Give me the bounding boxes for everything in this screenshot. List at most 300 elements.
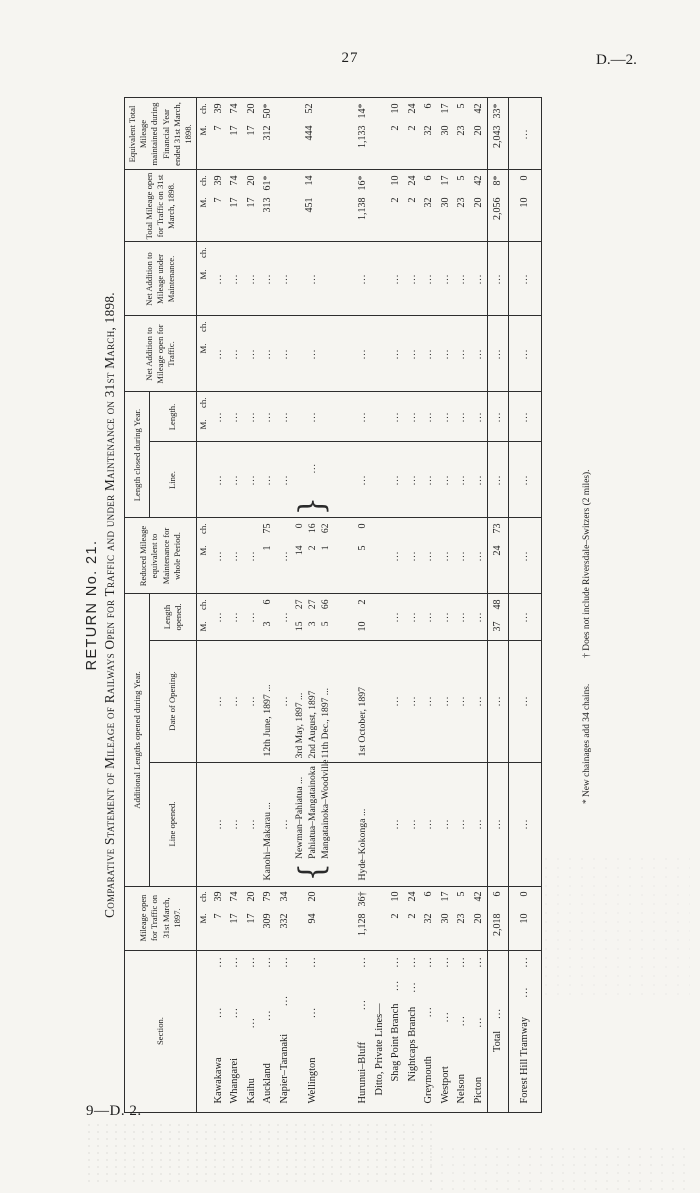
cell-kaihu-line-opened: ... xyxy=(243,762,260,886)
unit-date xyxy=(197,640,211,762)
cell-napier-taranaki-reduced: ... xyxy=(276,518,293,594)
section-label: Shag Point Branch xyxy=(390,1003,402,1082)
leader-dots: ... xyxy=(212,956,224,968)
cell-whangarei-equiv: 17 74 xyxy=(227,98,244,170)
cell-kaihu-m1897: 17 20 xyxy=(243,886,260,950)
section-auckland xyxy=(260,950,277,1112)
cell-westport-equiv: 30 17 xyxy=(437,98,454,170)
cell-kawakawa-line-opened: ... xyxy=(210,762,227,886)
cell-westport-line-closed: ... xyxy=(437,442,454,518)
cell-total-equiv: 2,043 33* xyxy=(487,98,508,170)
header-reduced: Reduced Mileage equivalent to Maintenance for whole Period. xyxy=(125,518,197,594)
cell-napier-taranaki-line-closed: ... xyxy=(276,442,293,518)
cell-napier-taranaki-line-opened: ... xyxy=(276,762,293,886)
leader-dots: ... xyxy=(492,1008,504,1019)
leader-dots: ... xyxy=(439,1011,451,1023)
cell-shag-point-branch-date: ... xyxy=(388,640,405,762)
nil-dots: ... xyxy=(306,463,318,474)
cell-greymouth-date: ... xyxy=(421,640,438,762)
leader-dots: ... xyxy=(472,1016,484,1028)
cell-auckland-net-traffic: ... xyxy=(260,316,277,392)
row-forest-hill-tramway xyxy=(508,98,541,1112)
mileage-line: 5 66 xyxy=(319,599,331,627)
cell-hurunui-bluff-len-closed: ... xyxy=(344,392,372,442)
section-wellington xyxy=(293,950,344,1112)
cell-westport-line-opened: ... xyxy=(437,762,454,886)
cell-shag-point-branch-line-opened: ... xyxy=(388,762,405,886)
cell-kawakawa-total1898: 7 39 xyxy=(210,170,227,242)
cell-nightcaps-branch-total1898: 2 24 xyxy=(404,170,421,242)
cell-napier-taranaki-total1898: 451 14 xyxy=(276,170,344,242)
section-label: Total xyxy=(492,1030,504,1053)
cell-wellington-line-opened xyxy=(292,759,344,886)
cell-greymouth-net-traffic: ... xyxy=(421,316,438,392)
cell-ditto-private-lines-len-closed xyxy=(371,392,388,442)
header-date: Date of Opening. xyxy=(150,640,197,762)
leader-dots: ... xyxy=(390,980,402,991)
leader-dots: ... xyxy=(357,956,369,968)
cell-picton-line-opened: ... xyxy=(470,762,487,886)
cell-forest-hill-tramway-line-opened: ... xyxy=(508,762,541,886)
cell-wellington-line-closed xyxy=(293,442,344,518)
row-ditto-private-lines xyxy=(371,98,388,1112)
row-napier-taranaki xyxy=(276,98,293,1112)
cell-napier-taranaki-len-opened: ... xyxy=(276,594,293,640)
section-label: Ditto, Private Lines— xyxy=(373,1003,385,1096)
cell-forest-hill-tramway-net-maint: ... xyxy=(508,242,541,316)
cell-napier-taranaki-net-maint: ... xyxy=(276,242,293,316)
section-label: Wellington xyxy=(306,1057,318,1104)
cell-hurunui-bluff-reduced: 5 0 xyxy=(344,518,372,594)
section-nightcaps-branch xyxy=(404,950,421,1112)
header-section: Section. xyxy=(125,950,197,1112)
section-whangarei xyxy=(227,950,244,1112)
cell-napier-taranaki-len-closed: ... xyxy=(276,392,293,442)
section-label: Forest Hill Tramway xyxy=(519,1016,531,1104)
cell-westport-m1897: 30 17 xyxy=(437,886,454,950)
row-wellington xyxy=(293,98,344,1112)
cell-kawakawa-reduced: ... xyxy=(210,518,227,594)
section-label: Picton xyxy=(472,1076,484,1104)
leader-dots: ... xyxy=(245,956,257,968)
cell-whangarei-m1897: 17 74 xyxy=(227,886,244,950)
leader-dots: ... xyxy=(406,956,418,968)
cell-kaihu-date: ... xyxy=(243,640,260,762)
cell-westport-len-opened: ... xyxy=(437,594,454,640)
cell-whangarei-reduced: ... xyxy=(227,518,244,594)
cell-nelson-len-closed: ... xyxy=(454,392,471,442)
cell-ditto-private-lines-net-maint xyxy=(371,242,388,316)
statement-title: Comparative Statement of Mileage of Railways Open for Traffic and under Maintenance on 31st March, 1898. xyxy=(102,292,117,918)
section-nelson xyxy=(454,950,471,1112)
cell-total-reduced: 24 73 xyxy=(487,518,508,594)
unit-reduced: M. ch. xyxy=(197,518,211,594)
cell-wellington-net-maint: ... xyxy=(293,242,344,316)
unit-net-traffic: M. ch. xyxy=(197,316,211,392)
leader-dots: ... xyxy=(406,981,418,993)
cell-whangarei-date: ... xyxy=(227,640,244,762)
cell-shag-point-branch-equiv: 2 10 xyxy=(388,98,405,170)
leader-dots: ... xyxy=(229,1007,241,1019)
cell-westport-net-traffic: ... xyxy=(437,316,454,392)
section-label: Nelson xyxy=(456,1074,468,1104)
cell-nelson-equiv: 23 5 xyxy=(454,98,471,170)
cell-kawakawa-date: ... xyxy=(210,640,227,762)
section-label: Westport xyxy=(439,1066,451,1104)
cell-kawakawa-len-opened: ... xyxy=(210,594,227,640)
mileage-line: 1 62 xyxy=(319,523,331,551)
cell-picton-net-traffic: ... xyxy=(470,316,487,392)
cell-napier-taranaki-net-traffic: ... xyxy=(276,316,293,392)
table-head xyxy=(125,98,197,1112)
cell-picton-len-opened: ... xyxy=(470,594,487,640)
unit-equiv: M. ch. xyxy=(197,98,211,170)
cell-greymouth-net-maint: ... xyxy=(421,242,438,316)
cell-auckland-line-opened: Kanohi–Makarau ... xyxy=(260,762,277,886)
cell-kawakawa-len-closed: ... xyxy=(210,392,227,442)
paper-reference: D.—2. xyxy=(596,52,637,68)
cell-hurunui-bluff-line-closed: ... xyxy=(344,442,372,518)
cell-nightcaps-branch-line-opened: ... xyxy=(404,762,421,886)
cell-nightcaps-branch-reduced: ... xyxy=(404,518,421,594)
cell-nelson-total1898: 23 5 xyxy=(454,170,471,242)
leader-dots: ... xyxy=(229,956,241,968)
cell-whangarei-net-traffic: ... xyxy=(227,316,244,392)
cell-shag-point-branch-len-closed: ... xyxy=(388,392,405,442)
cell-shag-point-branch-m1897: 2 10 xyxy=(388,886,405,950)
section-label: Napier–Taranaki xyxy=(278,1033,290,1104)
cell-greymouth-line-opened: ... xyxy=(421,762,438,886)
cell-hurunui-bluff-total1898: 1,138 16* xyxy=(344,170,372,242)
cell-forest-hill-tramway-m1897: 10 0 xyxy=(508,886,541,950)
unit-len-opened: M. ch. xyxy=(197,594,211,640)
section-forest-hill-tramway xyxy=(508,950,541,1112)
cell-shag-point-branch-net-traffic: ... xyxy=(388,316,405,392)
cell-forest-hill-tramway-reduced: ... xyxy=(508,518,541,594)
text-line: 3rd May, 1897 ... xyxy=(293,692,305,759)
cell-westport-date: ... xyxy=(437,640,454,762)
table-body xyxy=(197,98,542,1112)
cell-greymouth-equiv: 32 6 xyxy=(421,98,438,170)
cell-wellington-reduced xyxy=(293,518,344,594)
row-greymouth xyxy=(421,98,438,1112)
cell-shag-point-branch-total1898: 2 10 xyxy=(388,170,405,242)
cell-kaihu-len-closed: ... xyxy=(243,392,260,442)
cell-wellington-net-traffic: ... xyxy=(293,316,344,392)
brace-close: } xyxy=(292,497,333,516)
cell-nelson-date: ... xyxy=(454,640,471,762)
unit-net-maint: M. ch. xyxy=(197,242,211,316)
row-picton xyxy=(470,98,487,1112)
row-nightcaps-branch xyxy=(404,98,421,1112)
brace-open: { xyxy=(292,862,333,881)
leader-dots: ... xyxy=(278,956,290,968)
row-shag-point-branch xyxy=(388,98,405,1112)
section-westport xyxy=(437,950,454,1112)
cell-ditto-private-lines-date xyxy=(371,640,388,762)
header-group-opened: Additional Lengths opened during Year. xyxy=(125,594,150,886)
cell-hurunui-bluff-equiv: 1,133 14* xyxy=(344,98,372,170)
cell-kaihu-line-closed: ... xyxy=(243,442,260,518)
cell-whangarei-line-closed: ... xyxy=(227,442,244,518)
header-line-closed: Line. xyxy=(150,442,197,518)
cell-kawakawa-m1897: 7 39 xyxy=(210,886,227,950)
cell-westport-net-maint: ... xyxy=(437,242,454,316)
cell-auckland-equiv: 312 50* xyxy=(260,98,277,170)
cell-westport-len-closed: ... xyxy=(437,392,454,442)
cell-total-net-traffic: ... xyxy=(487,316,508,392)
cell-total-net-maint: ... xyxy=(487,242,508,316)
cell-hurunui-bluff-line-opened: Hyde–Kokonga ... xyxy=(344,762,372,886)
cell-auckland-line-closed: ... xyxy=(260,442,277,518)
leader-dots: ... xyxy=(262,956,274,968)
cell-nelson-len-opened: ... xyxy=(454,594,471,640)
cell-hurunui-bluff-len-opened: 10 2 xyxy=(344,594,372,640)
cell-picton-net-maint: ... xyxy=(470,242,487,316)
cell-kawakawa-net-traffic: ... xyxy=(210,316,227,392)
section-label: Kawakawa xyxy=(212,1057,224,1104)
leader-dots: ... xyxy=(245,1017,257,1029)
cell-auckland-len-opened: 3 6 xyxy=(260,594,277,640)
cell-wellington-date xyxy=(293,640,344,762)
cell-hurunui-bluff-date: 1st October, 1897 xyxy=(344,640,372,762)
cell-shag-point-branch-len-opened: ... xyxy=(388,594,405,640)
section-ditto-private-lines xyxy=(371,950,388,1112)
header-net-traffic: Net Addition to Mileage open for Traffic. xyxy=(125,316,197,392)
cell-greymouth-m1897: 32 6 xyxy=(421,886,438,950)
cell-nelson-net-maint: ... xyxy=(454,242,471,316)
footnote-riversdale: † Does not include Riversdale–Switzers (2 miles). xyxy=(581,469,592,658)
unit-line-opened xyxy=(197,762,211,886)
footnotes xyxy=(582,94,592,804)
unit-section xyxy=(197,950,211,1112)
header-m1897: Mileage open for Traffic on 31st March, 1897. xyxy=(125,886,197,950)
row-total xyxy=(487,98,508,1112)
cell-nelson-m1897: 23 5 xyxy=(454,886,471,950)
cell-nightcaps-branch-equiv: 2 24 xyxy=(404,98,421,170)
mileage-comparative-table xyxy=(124,98,542,1113)
cell-auckland-len-closed: ... xyxy=(260,392,277,442)
cell-nelson-line-closed: ... xyxy=(454,442,471,518)
section-kawakawa xyxy=(210,950,227,1112)
cell-hurunui-bluff-net-maint: ... xyxy=(344,242,372,316)
scan-noise xyxy=(430,1148,690,1190)
cell-picton-total1898: 20 42 xyxy=(470,170,487,242)
section-kaihu xyxy=(243,950,260,1112)
row-nelson xyxy=(454,98,471,1112)
mileage-line: 15 27 xyxy=(293,599,305,632)
text-line: 11th Dec., 1897 ... xyxy=(319,687,331,759)
cell-nelson-line-opened: ... xyxy=(454,762,471,886)
header-len-opened: Length opened. xyxy=(150,594,197,640)
cell-picton-date: ... xyxy=(470,640,487,762)
section-label: Hurunui–Bluff xyxy=(357,1041,369,1104)
section-label: Nightcaps Branch xyxy=(406,1006,418,1082)
header-total1898: Total Mileage open for Traffic on 31st March, 1898. xyxy=(125,170,197,242)
cell-ditto-private-lines-line-closed xyxy=(371,442,388,518)
row-kawakawa xyxy=(210,98,227,1112)
cell-kaihu-net-maint: ... xyxy=(243,242,260,316)
cell-total-len-opened: 37 48 xyxy=(487,594,508,640)
cell-kaihu-net-traffic: ... xyxy=(243,316,260,392)
leader-dots: ... xyxy=(423,956,435,968)
cell-whangarei-total1898: 17 74 xyxy=(227,170,244,242)
section-picton xyxy=(470,950,487,1112)
cell-total-m1897: 2,018 6 xyxy=(487,886,508,950)
cell-westport-reduced: ... xyxy=(437,518,454,594)
mileage-line: 14 0 xyxy=(293,523,305,556)
header-group-closed: Length closed during Year. xyxy=(125,392,150,518)
section-total xyxy=(487,950,508,1112)
cell-hurunui-bluff-net-traffic: ... xyxy=(344,316,372,392)
cell-auckland-date: 12th June, 1897 ... xyxy=(260,640,277,762)
cell-auckland-reduced: 1 75 xyxy=(260,518,277,594)
cell-whangarei-len-closed: ... xyxy=(227,392,244,442)
cell-picton-len-closed: ... xyxy=(470,392,487,442)
cell-forest-hill-tramway-len-opened: ... xyxy=(508,594,541,640)
row-whangarei xyxy=(227,98,244,1112)
cell-westport-total1898: 30 17 xyxy=(437,170,454,242)
cell-nightcaps-branch-len-opened: ... xyxy=(404,594,421,640)
cell-greymouth-line-closed: ... xyxy=(421,442,438,518)
footnote-new-chainages: * New chainages add 34 chains. xyxy=(581,683,592,804)
cell-forest-hill-tramway-line-closed: ... xyxy=(508,442,541,518)
cell-wellington-len-opened xyxy=(293,594,344,640)
cell-whangarei-len-opened: ... xyxy=(227,594,244,640)
cell-kawakawa-net-maint: ... xyxy=(210,242,227,316)
section-hurunui-bluff xyxy=(344,950,372,1112)
cell-total-line-opened: ... xyxy=(487,762,508,886)
cell-nightcaps-branch-m1897: 2 24 xyxy=(404,886,421,950)
section-napier-taranaki xyxy=(276,950,293,1112)
units-row xyxy=(197,98,211,1112)
cell-hurunui-bluff-m1897: 1,128 36† xyxy=(344,886,372,950)
text-line: Pahiatua–Mangatainoka xyxy=(306,766,318,859)
leader-dots: ... xyxy=(472,956,484,968)
cell-forest-hill-tramway-total1898: 10 0 xyxy=(508,170,541,242)
section-shag-point-branch xyxy=(388,950,405,1112)
section-label: Auckland xyxy=(262,1063,274,1104)
cell-nightcaps-branch-net-maint: ... xyxy=(404,242,421,316)
scan-noise xyxy=(88,1124,438,1186)
cell-picton-m1897: 20 42 xyxy=(470,886,487,950)
return-number-title: RETURN No. 21. xyxy=(84,539,100,671)
cell-ditto-private-lines-net-traffic xyxy=(371,316,388,392)
cell-napier-taranaki-date: ... xyxy=(276,640,293,762)
leader-dots: ... xyxy=(423,1006,435,1018)
leader-dots: ... xyxy=(357,999,369,1011)
cell-nightcaps-branch-net-traffic: ... xyxy=(404,316,421,392)
cell-nightcaps-branch-line-closed: ... xyxy=(404,442,421,518)
cell-nightcaps-branch-date: ... xyxy=(404,640,421,762)
cell-greymouth-len-opened: ... xyxy=(421,594,438,640)
header-line-opened: Line opened. xyxy=(150,762,197,886)
cell-shag-point-branch-net-maint: ... xyxy=(388,242,405,316)
imprint-number: 9—D. 2. xyxy=(86,1103,142,1119)
cell-shag-point-branch-line-closed: ... xyxy=(388,442,405,518)
cell-picton-reduced: ... xyxy=(470,518,487,594)
leader-dots: ... xyxy=(519,986,531,998)
mileage-line: 2 16 xyxy=(306,523,318,551)
page-number: 27 xyxy=(341,50,359,66)
header-equiv: Equivalent Total Mileage maintained during Financial Year ended 31st March, 1898. xyxy=(125,98,197,170)
unit-m1897: M. ch. xyxy=(197,886,211,950)
cell-total-date: ... xyxy=(487,640,508,762)
cell-ditto-private-lines-total1898 xyxy=(371,170,388,242)
leader-dots: ... xyxy=(439,956,451,968)
cell-auckland-net-maint: ... xyxy=(260,242,277,316)
cell-forest-hill-tramway-net-traffic: ... xyxy=(508,316,541,392)
cell-nightcaps-branch-len-closed: ... xyxy=(404,392,421,442)
header-row-primary xyxy=(125,98,150,1112)
leader-dots: ... xyxy=(212,1006,224,1018)
leader-dots: ... xyxy=(278,995,290,1006)
cell-ditto-private-lines-reduced xyxy=(371,518,388,594)
cell-forest-hill-tramway-date: ... xyxy=(508,640,541,762)
cell-wellington-len-closed: ... xyxy=(293,392,344,442)
cell-kawakawa-line-closed: ... xyxy=(210,442,227,518)
mileage-line: 3 27 xyxy=(306,599,318,627)
cell-ditto-private-lines-equiv xyxy=(371,98,388,170)
section-label: Whangarei xyxy=(229,1057,241,1104)
row-hurunui-bluff xyxy=(344,98,372,1112)
leader-dots: ... xyxy=(456,956,468,968)
unit-total1898: M. ch. xyxy=(197,170,211,242)
cell-greymouth-len-closed: ... xyxy=(421,392,438,442)
cell-auckland-total1898: 313 61* xyxy=(260,170,277,242)
row-westport xyxy=(437,98,454,1112)
leader-dots: ... xyxy=(519,956,531,968)
cell-kaihu-equiv: 17 20 xyxy=(243,98,260,170)
section-label: Kaihu xyxy=(245,1078,257,1104)
cell-greymouth-reduced: ... xyxy=(421,518,438,594)
cell-auckland-m1897: 309 79 xyxy=(260,886,277,950)
header-len-closed: Length. xyxy=(150,392,197,442)
leader-dots: ... xyxy=(456,1015,468,1027)
cell-nelson-reduced: ... xyxy=(454,518,471,594)
cell-whangarei-net-maint: ... xyxy=(227,242,244,316)
rotated-table-sheet xyxy=(84,94,596,1116)
cell-wellington-m1897: 94 20 xyxy=(293,886,344,950)
cell-total-len-closed: ... xyxy=(487,392,508,442)
cell-picton-equiv: 20 42 xyxy=(470,98,487,170)
leader-dots: ... xyxy=(390,956,402,968)
leader-dots: ... xyxy=(306,956,318,968)
cell-napier-taranaki-m1897: 332 34 xyxy=(276,886,293,950)
cell-kaihu-reduced: ... xyxy=(243,518,260,594)
section-greymouth xyxy=(421,950,438,1112)
header-net-maint: Net Addition to Mileage under Maintenance. xyxy=(125,242,197,316)
text-line: Mangatainoka–Woodville xyxy=(319,759,331,859)
cell-shag-point-branch-reduced: ... xyxy=(388,518,405,594)
cell-forest-hill-tramway-equiv: ... xyxy=(508,98,541,170)
row-kaihu xyxy=(243,98,260,1112)
unit-line-closed xyxy=(197,442,211,518)
cell-picton-line-closed: ... xyxy=(470,442,487,518)
leader-dots: ... xyxy=(262,1009,274,1021)
cell-ditto-private-lines-len-opened xyxy=(371,594,388,640)
cell-greymouth-total1898: 32 6 xyxy=(421,170,438,242)
cell-total-line-closed: ... xyxy=(487,442,508,518)
cell-kawakawa-equiv: 7 39 xyxy=(210,98,227,170)
unit-len-closed: M. ch. xyxy=(197,392,211,442)
row-auckland xyxy=(260,98,277,1112)
cell-kaihu-total1898: 17 20 xyxy=(243,170,260,242)
cell-forest-hill-tramway-len-closed: ... xyxy=(508,392,541,442)
text-line: 2nd August, 1897 xyxy=(306,690,318,759)
cell-ditto-private-lines-line-opened xyxy=(371,762,388,886)
cell-whangarei-line-opened: ... xyxy=(227,762,244,886)
